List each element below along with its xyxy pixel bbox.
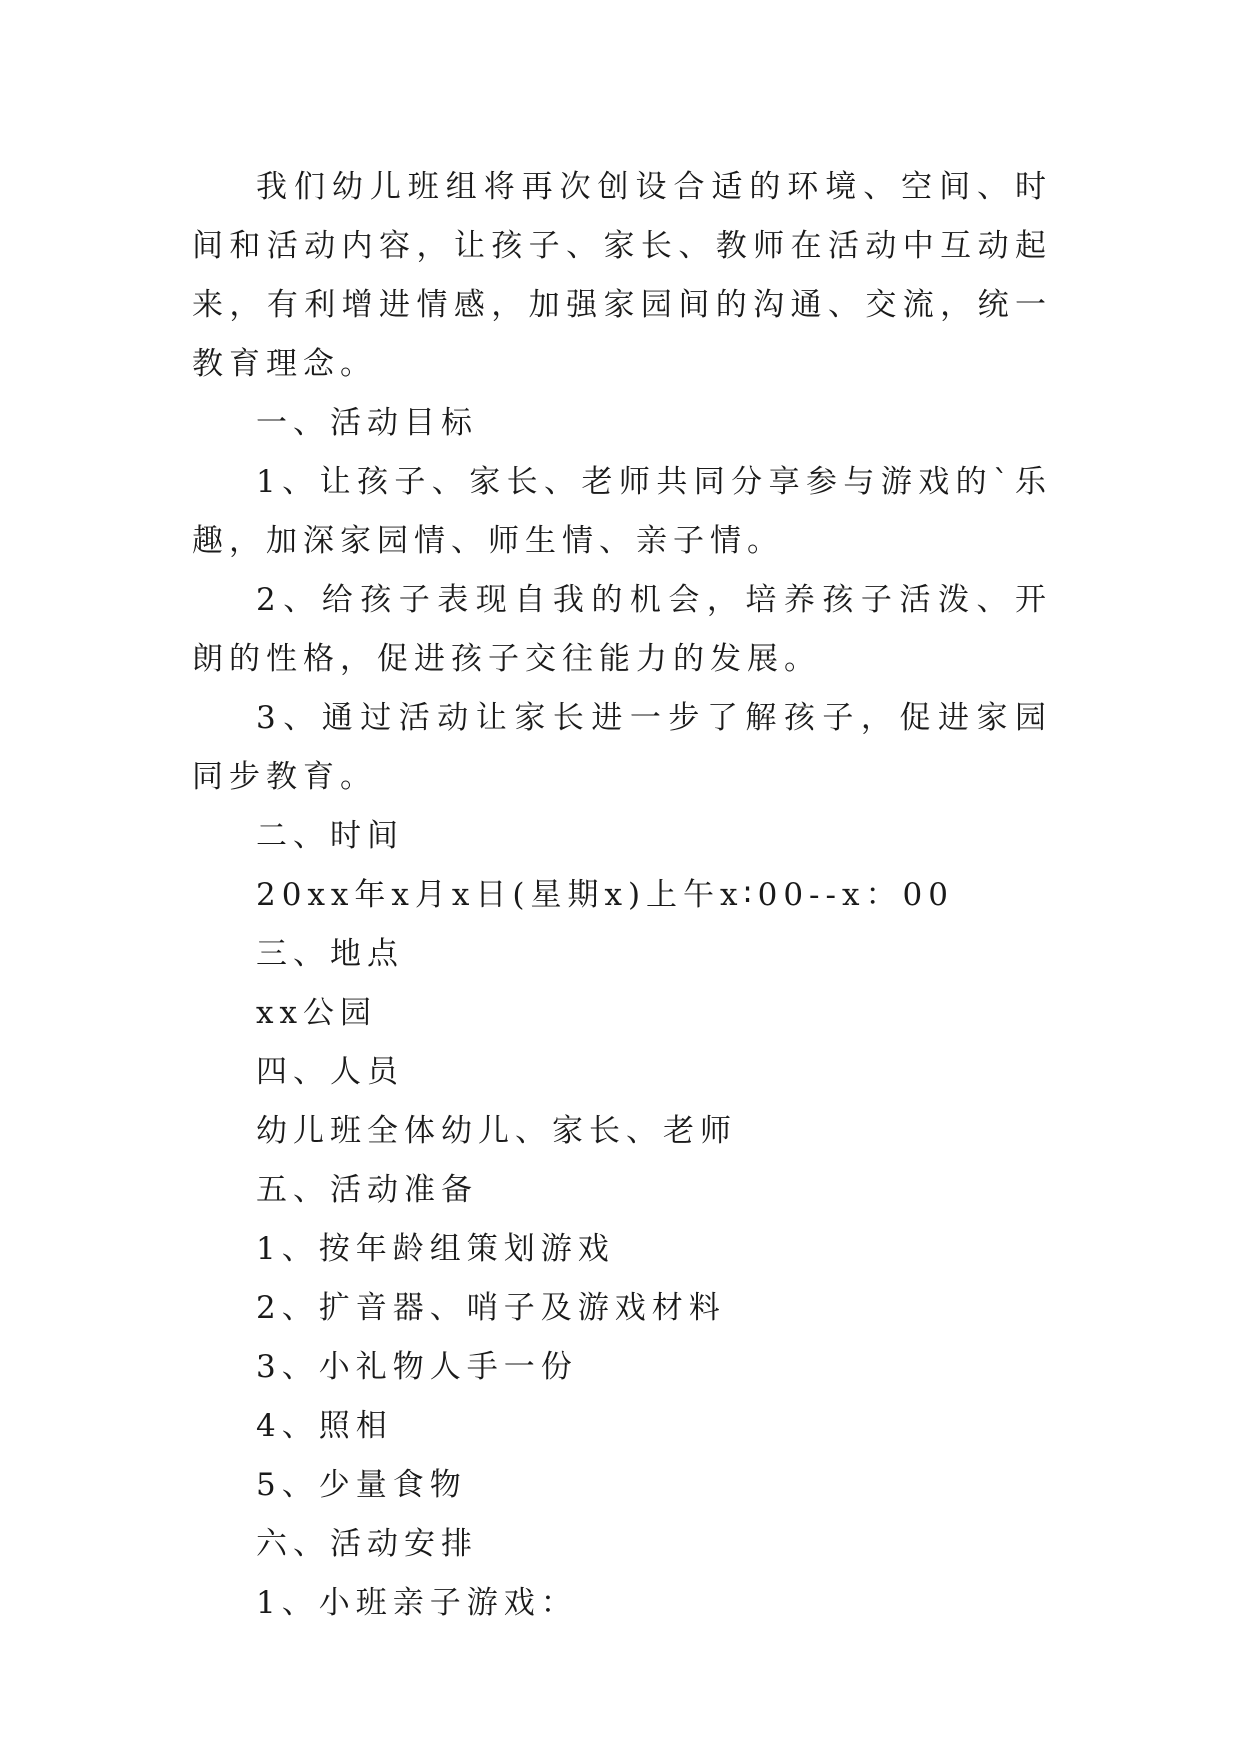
- time-value: 20xx年x月x日(星期x)上午x∶00--x：00: [256, 877, 954, 913]
- preparation-item-2: 2、扩音器、哨子及游戏材料: [256, 1290, 726, 1326]
- section-heading-goals: 一、活动目标: [256, 405, 478, 441]
- goal-item-2: 2、给孩子表现自我的机会，培养孩子活泼、开朗的性格，促进孩子交往能力的发展。: [192, 582, 1052, 677]
- section-heading-preparation: 五、活动准备: [256, 1172, 478, 1208]
- preparation-item-5: 5、少量食物: [256, 1467, 467, 1503]
- preparation-item-4: 4、照相: [256, 1408, 393, 1444]
- people-value: 幼儿班全体幼儿、家长、老师: [256, 1113, 737, 1149]
- section-heading-time: 二、时间: [256, 818, 404, 854]
- section-heading-location: 三、地点: [256, 936, 404, 972]
- goal-item-3: 3、通过活动让家长进一步了解孩子，促进家园同步教育。: [192, 700, 1052, 795]
- location-value: xx公园: [256, 995, 377, 1031]
- goal-item-1: 1、让孩子、家长、老师共同分享参与游戏的`乐趣，加深家园情、师生情、亲子情。: [192, 464, 1052, 559]
- preparation-item-3: 3、小礼物人手一份: [256, 1349, 578, 1385]
- section-heading-people: 四、人员: [256, 1054, 404, 1090]
- preparation-item-1: 1、按年龄组策划游戏: [256, 1231, 615, 1267]
- schedule-item-1: 1、小班亲子游戏：: [256, 1585, 578, 1621]
- intro-paragraph: 我们幼儿班组将再次创设合适的环境、空间、时间和活动内容，让孩子、家长、教师在活动中互动起来，有利增进情感，加强家园间的沟通、交流，统一教育理念。: [192, 169, 1052, 382]
- section-heading-schedule: 六、活动安排: [256, 1526, 478, 1562]
- document-body: [192, 158, 1052, 1633]
